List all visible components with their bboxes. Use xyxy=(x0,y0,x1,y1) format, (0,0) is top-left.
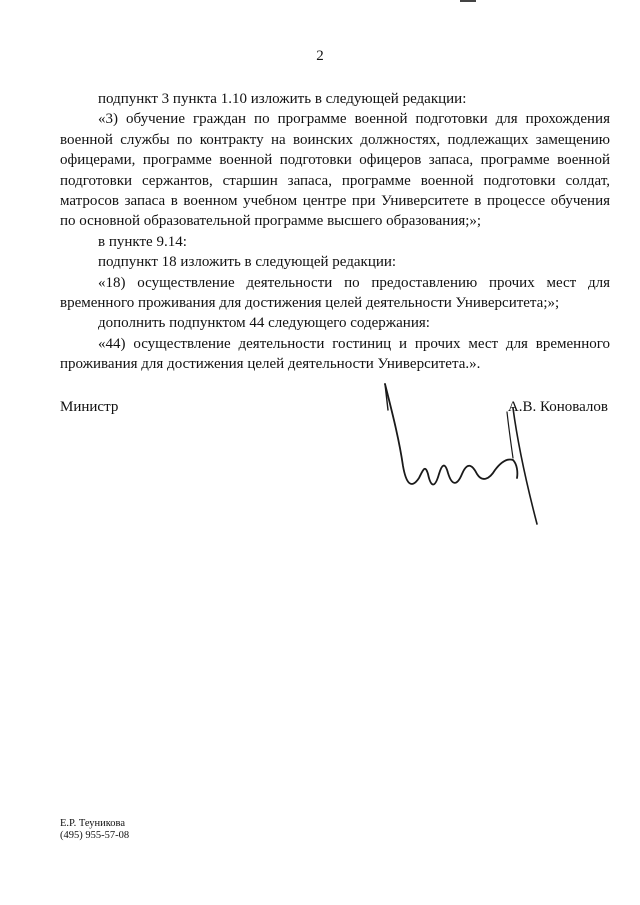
paragraph-subpoint-18-intro: подпункт 18 изложить в следующей редакции: xyxy=(98,254,397,271)
contact-name: Е.Р. Теуникова xyxy=(60,818,126,829)
scan-edge-mark xyxy=(460,0,476,2)
paragraph-intro: подпункт 3 пункта 1.10 изложить в следующей редакции: xyxy=(98,91,467,107)
contact-block xyxy=(60,818,129,842)
paragraph-item-44: «44) осуществление деятельности гостиниц и прочих мест для временного проживания для достижения целей деятельности Университета.». xyxy=(60,335,610,373)
page-number: 2 xyxy=(316,48,324,64)
position-title: Министр xyxy=(60,399,119,415)
paragraph-subpoint-44-intro: дополнить подпунктом 44 следующего содержания: xyxy=(98,315,430,332)
signer-name: А.В. Коновалов xyxy=(507,399,608,415)
document-body xyxy=(60,89,610,375)
contact-phone: (495) 955-57-08 xyxy=(60,830,130,841)
paragraph-item-18: «18) осуществление деятельности по предоставлению прочих мест для временного проживания для достижения целей деятельности Университета;»; xyxy=(60,274,610,312)
paragraph-item-3: «3) обучение граждан по программе военной подготовки для прохождения военной службы по контракту на воинских должностях, подлежащих замещению офицерами, программе военной подготовки офицеров запаса, программе военной подготовки сержантов, старшин запаса, программе военной подготовки солдат, матросов запаса в военном учебном центре при Университете в процессе обучения по основной образовательной программе высшего образования;»; xyxy=(60,111,610,230)
paragraph-point-9-14: в пункте 9.14: xyxy=(98,233,187,250)
